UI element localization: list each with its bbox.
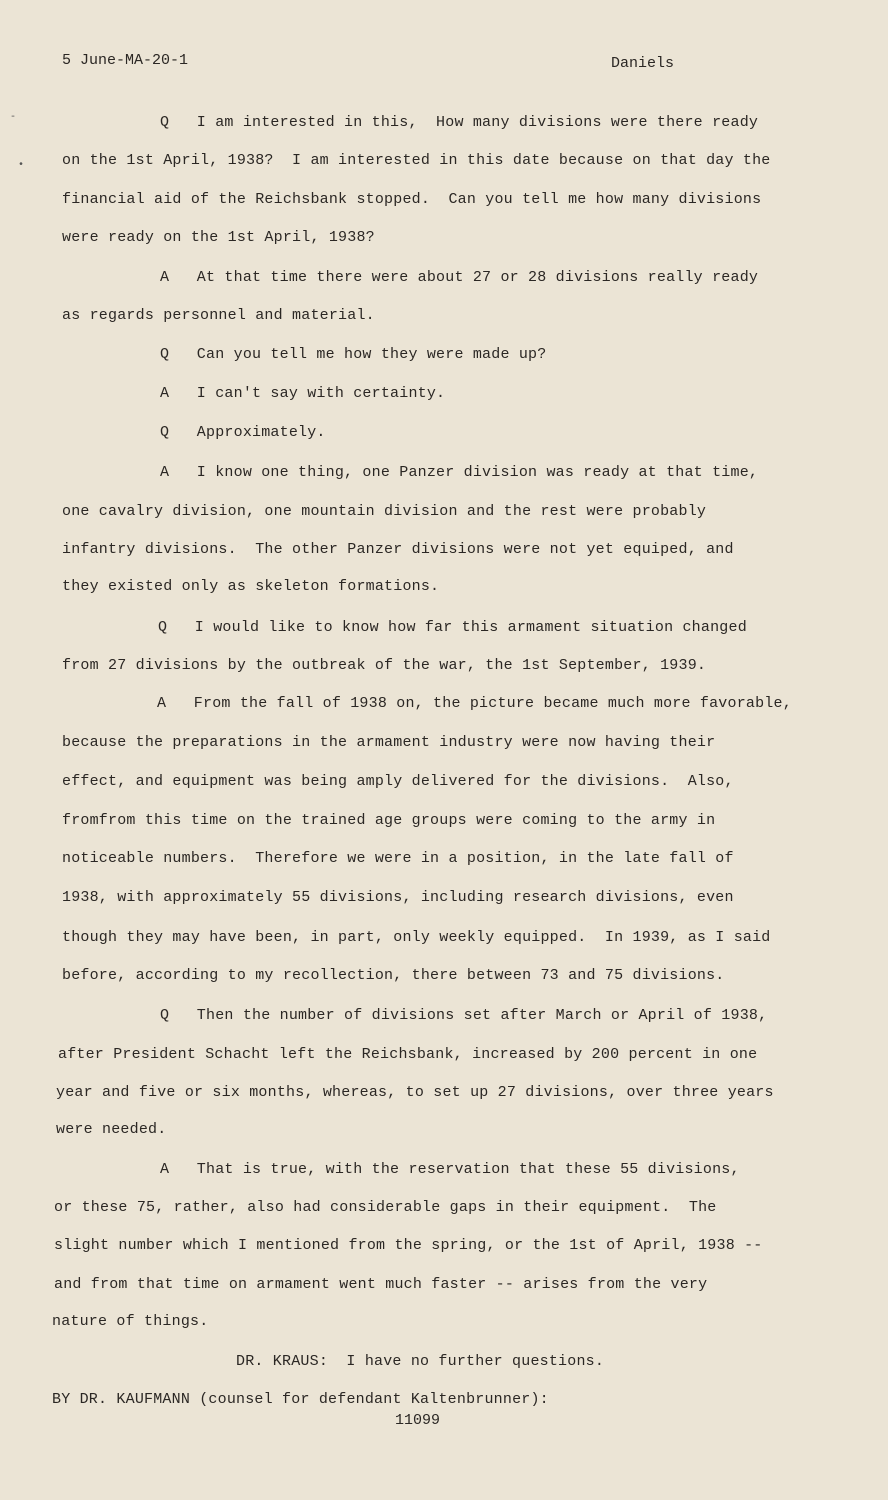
text-line: nature of things. <box>52 1313 209 1330</box>
text-line: they existed only as skeleton formations. <box>62 578 440 595</box>
text-line: Q Then the number of divisions set after March or April of 1938, <box>160 1007 768 1024</box>
text-line: because the preparations in the armament industry were now having their <box>62 734 716 751</box>
text-line: fromfrom this time on the trained age groups were coming to the army in <box>62 812 716 829</box>
text-line: A At that time there were about 27 or 28 divisions really ready <box>160 269 759 286</box>
text-line: effect, and equipment was being amply delivered for the divisions. Also, <box>62 773 734 790</box>
text-line: A I can't say with certainty. <box>160 385 446 402</box>
text-line: one cavalry division, one mountain division and the rest were probably <box>62 503 707 520</box>
text-line: 1938, with approximately 55 divisions, including research divisions, even <box>62 889 734 906</box>
text-line: before, according to my recollection, there between 73 and 75 divisions. <box>62 967 725 984</box>
text-line: DR. KRAUS: I have no further questions. <box>236 1353 605 1370</box>
text-line: on the 1st April, 1938? I am interested in this date because on that day the <box>62 152 771 169</box>
text-line: noticeable numbers. Therefore we were in a position, in the late fall of <box>62 850 734 867</box>
text-line: year and five or six months, whereas, to set up 27 divisions, over three years <box>56 1084 774 1101</box>
text-line: Q Can you tell me how they were made up? <box>160 346 547 363</box>
text-line: and from that time on armament went much faster -- arises from the very <box>54 1276 708 1293</box>
text-line: though they may have been, in part, only weekly equipped. In 1939, as I said <box>62 929 771 946</box>
text-line: after President Schacht left the Reichsbank, increased by 200 percent in one <box>58 1046 758 1063</box>
header-name: Daniels <box>611 55 675 72</box>
text-line: slight number which I mentioned from the spring, or the 1st of April, 1938 -- <box>54 1237 763 1254</box>
text-line: financial aid of the Reichsbank stopped. Can you tell me how many divisions <box>62 191 762 208</box>
text-line: were ready on the 1st April, 1938? <box>62 229 375 246</box>
text-line: Q I am interested in this, How many divisions were there ready <box>160 114 759 131</box>
text-line: infantry divisions. The other Panzer divisions were not yet equiped, and <box>62 541 734 558</box>
text-line: were needed. <box>56 1121 167 1138</box>
margin-mark: - <box>10 112 17 123</box>
text-line: A From the fall of 1938 on, the picture became much more favorable, <box>157 695 792 712</box>
text-line: A That is true, with the reservation that these 55 divisions, <box>160 1161 740 1178</box>
text-line: A I know one thing, one Panzer division was ready at that time, <box>160 464 759 481</box>
text-line: as regards personnel and material. <box>62 307 375 324</box>
text-line: BY DR. KAUFMANN (counsel for defendant Kaltenbrunner): <box>52 1391 549 1408</box>
text-line: from 27 divisions by the outbreak of the war, the 1st September, 1939. <box>62 657 707 674</box>
margin-mark: • <box>18 160 25 171</box>
text-line: or these 75, rather, also had considerable gaps in their equipment. The <box>54 1199 717 1216</box>
page-number: 11099 <box>395 1412 441 1429</box>
text-line: Q I would like to know how far this armament situation changed <box>158 619 747 636</box>
text-line: Q Approximately. <box>160 424 326 441</box>
header-reference: 5 June-MA-20-1 <box>62 52 189 69</box>
